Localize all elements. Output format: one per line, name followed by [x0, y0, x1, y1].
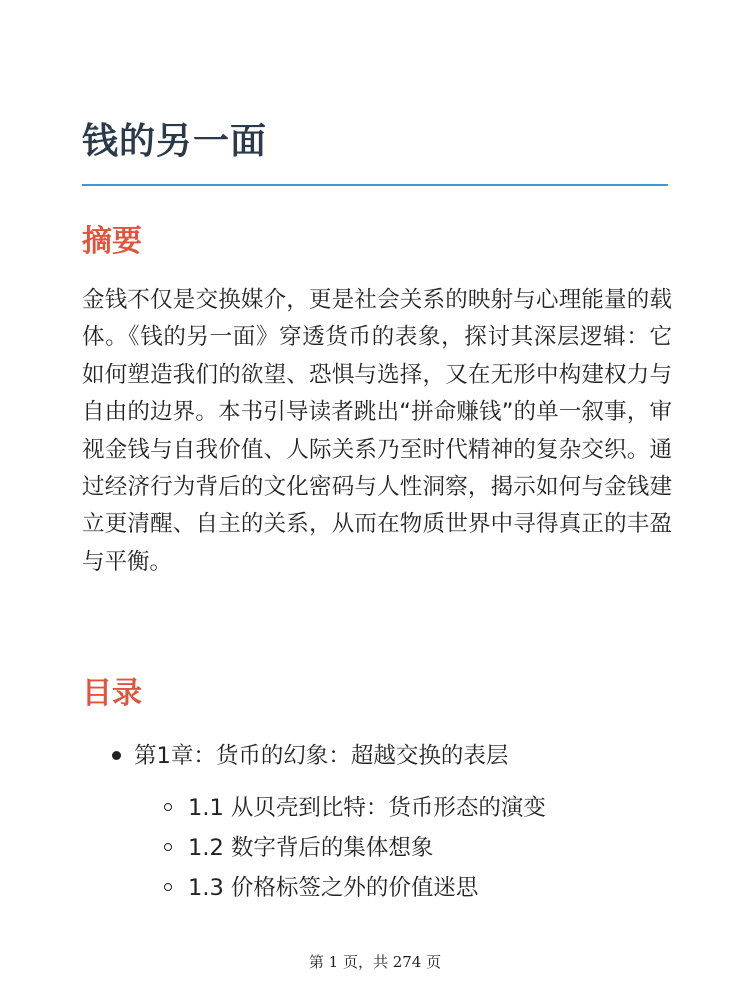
bullet-circle-icon [164, 803, 172, 811]
toc-sublist [134, 788, 672, 908]
toc-section-1-1 [134, 788, 672, 828]
toc-list [82, 736, 672, 908]
toc-section-1-2 [134, 828, 672, 868]
toc-chapter-label: 第1章：货币的幻象：超越交换的表层 [134, 743, 509, 769]
toc-heading: 目录 [82, 676, 142, 711]
page-footer: 第 1 页，共 274 页 [308, 953, 442, 971]
toc-section-label: 1.2 数字背后的集体想象 [188, 835, 434, 861]
abstract-heading: 摘要 [82, 224, 142, 259]
bullet-circle-icon [164, 843, 172, 851]
title-divider [82, 184, 668, 186]
bullet-circle-icon [164, 883, 172, 891]
toc-section-label: 1.3 价格标签之外的价值迷思 [188, 875, 479, 901]
bullet-disc-icon [112, 751, 121, 760]
toc-section-1-3 [134, 868, 672, 908]
toc-chapter-1 [82, 736, 672, 908]
toc-section-label: 1.1 从贝壳到比特：货币形态的演变 [188, 795, 546, 821]
abstract-paragraph: 金钱不仅是交换媒介，更是社会关系的映射与心理能量的载体。《钱的另一面》穿透货币的表象，探讨其深层逻辑：它如何塑造我们的欲望、恐惧与选择，又在无形中构建权力与自由的边界。本书引导读者跳出“拼命赚钱”的单一叙事，审视金钱与自我价值、人际关系乃至时代精神的复杂交织。通过经济行为背后的文化密码与人性洞察，揭示如何与金钱建立更清醒、自主的关系，从而在物质世界中寻得真正的丰盈与平衡。 [82, 287, 672, 575]
book-title: 钱的另一面 [82, 121, 268, 162]
